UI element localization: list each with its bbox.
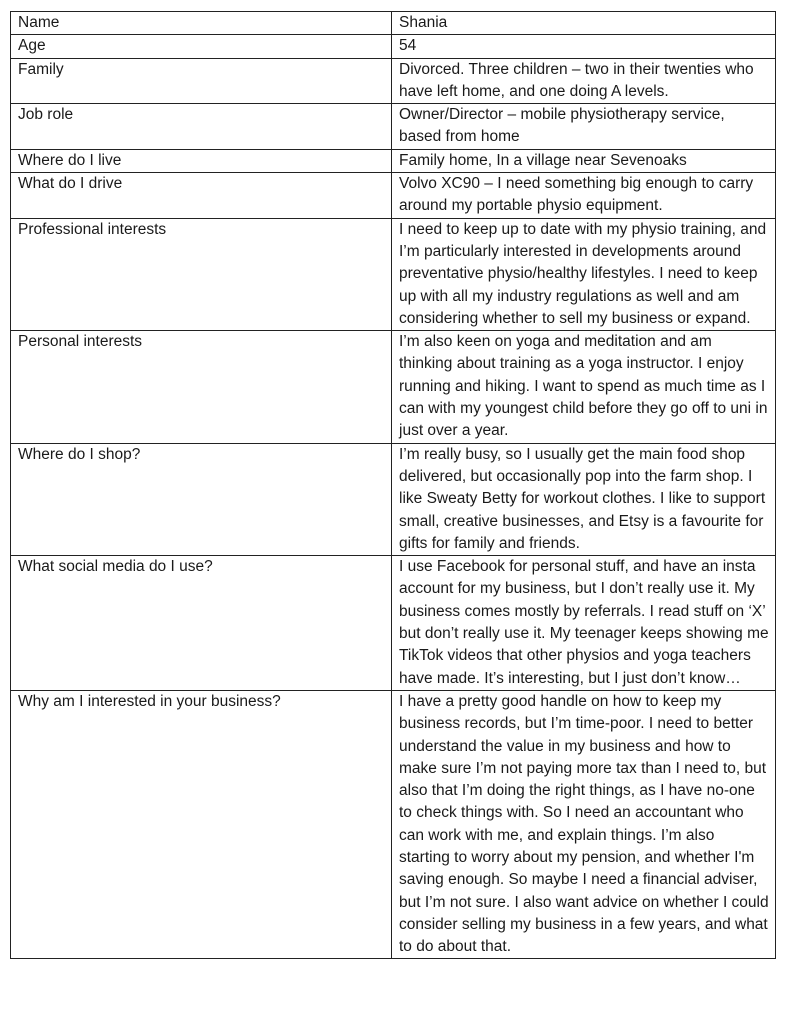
persona-table-body [11, 12, 776, 959]
table-row-social-media [11, 556, 776, 691]
row-label: Professional interests [11, 218, 392, 330]
row-value: I use Facebook for personal stuff, and have an insta account for my business, but I don’t really use it. My business comes mostly by referrals. I read stuff on ‘X’ but don’t really use it. My teenager keeps showing me TikTok videos that other physios and yoga teachers have made. It’s interesting, but I just don’t know… [392, 556, 776, 691]
row-label: Age [11, 35, 392, 58]
row-label: Job role [11, 104, 392, 150]
row-value: 54 [392, 35, 776, 58]
row-value: I have a pretty good handle on how to keep my business records, but I’m time-poor. I need to better understand the value in my business and how to make sure I’m not paying more tax than I need to, but also that I’m doing the right things, as I have no-one to check things with. So I need an accountant who can work with me, and explain things. I’m also starting to worry about my pension, and whether I'm saving enough. So maybe I need a financial adviser, but I’m not sure. I also want advice on whether I could consider selling my business in a few years, and what to do about that. [392, 690, 776, 959]
row-label: Where do I live [11, 149, 392, 172]
row-label: Personal interests [11, 331, 392, 443]
row-value: I’m also keen on yoga and meditation and am thinking about training as a yoga instructor. I enjoy running and hiking. I want to spend as much time as I can with my youngest child before they go off to uni in just over a year. [392, 331, 776, 443]
table-row-age [11, 35, 776, 58]
row-label: What do I drive [11, 173, 392, 219]
table-row-shop [11, 443, 776, 555]
table-row-family [11, 58, 776, 104]
table-row-interest-in-business [11, 690, 776, 959]
row-value: Divorced. Three children – two in their twenties who have left home, and one doing A levels. [392, 58, 776, 104]
row-label: Family [11, 58, 392, 104]
table-row-professional-interests [11, 218, 776, 330]
row-value: Owner/Director – mobile physiotherapy service, based from home [392, 104, 776, 150]
row-label: Why am I interested in your business? [11, 690, 392, 959]
row-value: Shania [392, 12, 776, 35]
table-row-drive [11, 173, 776, 219]
row-label: Where do I shop? [11, 443, 392, 555]
table-row-job-role [11, 104, 776, 150]
row-label: Name [11, 12, 392, 35]
row-value: I’m really busy, so I usually get the main food shop delivered, but occasionally pop into the farm shop. I like Sweaty Betty for workout clothes. I like to support small, creative businesses, and Etsy is a favourite for gifts for family and friends. [392, 443, 776, 555]
table-row-name [11, 12, 776, 35]
table-row-where-live [11, 149, 776, 172]
persona-table [10, 11, 776, 959]
row-value: Family home, In a village near Sevenoaks [392, 149, 776, 172]
row-value: Volvo XC90 – I need something big enough to carry around my portable physio equipment. [392, 173, 776, 219]
table-row-personal-interests [11, 331, 776, 443]
row-label: What social media do I use? [11, 556, 392, 691]
row-value: I need to keep up to date with my physio training, and I’m particularly interested in developments around preventative physio/healthy lifestyles. I need to keep up with all my industry regulations as well and am considering whether to sell my business or expand. [392, 218, 776, 330]
